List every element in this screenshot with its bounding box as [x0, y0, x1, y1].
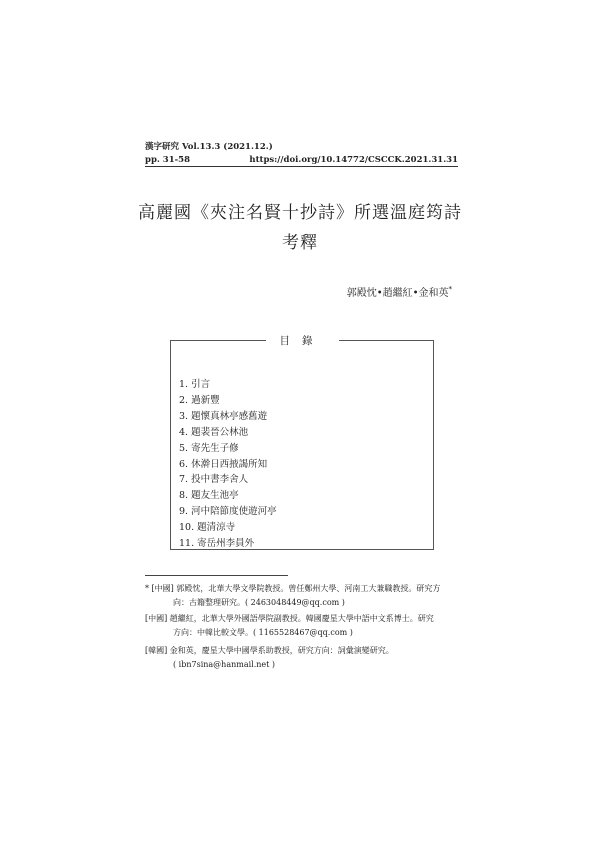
footnote-author-3	[145, 644, 465, 672]
header-rule	[145, 166, 458, 167]
toc-item[interactable]: 11. 寄岳州李員外	[179, 538, 255, 550]
toc-item[interactable]: 2. 過新豐	[179, 394, 220, 406]
page-range: pp. 31-58	[145, 155, 190, 165]
footnote-line: [韓國] 金和英，慶星大學中國學系助教授，研究方向：詞彙演變研究。	[145, 646, 394, 655]
toc-item[interactable]: 5. 寄先生子修	[179, 442, 239, 454]
footnote-rule	[145, 575, 288, 576]
toc-item[interactable]: 8. 題友生池亭	[179, 490, 239, 502]
toc-item[interactable]: 7. 投中書李舍人	[179, 474, 249, 486]
footnote-line: * [中國] 郭殿忱，北華大學文學院教授。曾任鄭州大學、河南工大兼職教授。研究方	[145, 584, 441, 593]
toc-item[interactable]: 6. 休澣日西掖謁所知	[179, 458, 268, 470]
footnote-line: 向：古籍整理研究。( 2463048449@qq.com )	[173, 598, 345, 607]
footnote-author-2	[145, 612, 465, 640]
journal-name: 漢字研究 Vol.13.3 (2021.12.)	[145, 142, 273, 152]
footnote-author-1	[145, 582, 465, 610]
author-footnote-mark: *	[448, 285, 452, 294]
toc-list	[179, 377, 277, 552]
toc-item[interactable]: 10. 題清涼寺	[179, 522, 236, 534]
paper-title-line-1: 高麗國《夾注名賢十抄詩》所選溫庭筠詩	[138, 203, 462, 223]
toc-item[interactable]: 9. 河中陪節度使遊河亭	[179, 506, 277, 518]
toc-item[interactable]: 1. 引言	[179, 379, 211, 390]
toc-item[interactable]: 4. 題裴晉公林池	[179, 426, 249, 438]
toc-item[interactable]: 3. 題懷真林亭感舊遊	[179, 410, 268, 422]
table-of-contents	[170, 335, 434, 550]
author-names: 郭殿忱•趙繼紅•金和英	[346, 288, 449, 299]
author-list	[347, 284, 452, 299]
toc-heading: 目錄	[171, 333, 433, 348]
footnote-line: ( ibn7sina@hanmail.net )	[173, 660, 276, 669]
footnote-line: 方向：中韓比較文學。( 1165528467@qq.com )	[173, 628, 353, 637]
doi-link[interactable]: https://doi.org/10.14772/CSCCK.2021.31.31	[249, 155, 458, 165]
footnote-line: [中國] 趙繼紅，北華大學外國語學院副教授。韓國慶星大學中語中文系博士。研究	[145, 614, 434, 623]
paper-title-line-2: 考釋	[282, 233, 318, 253]
